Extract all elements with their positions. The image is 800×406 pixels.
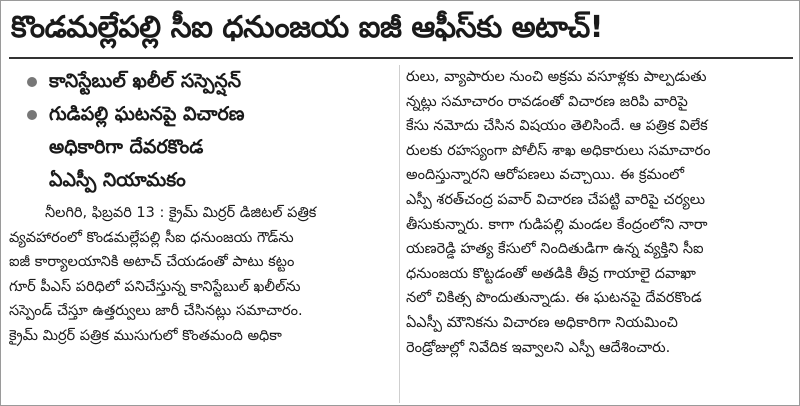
body-line: రులు, వ్యాపారుల నుంచి అక్రమ వసూళ్లకు పాల్పడుతు: [406, 69, 707, 85]
body-line: నలో చికిత్స పొందుతున్నాడు. ఈ ఘటనపై దేవరకొండ: [406, 290, 702, 307]
body-line: న్నట్లు సమాచారం రావడంతో విచారణ జరిపి వారిపై: [406, 93, 688, 110]
body-line: సస్పెండ్ చేస్తూ ఉత్తర్వులు జారీ చేసినట్లు సమాచారం.: [9, 303, 303, 320]
body-line: ఏఎస్పీ మౌనికను విచారణ అధికారిగా నియమించి: [406, 314, 678, 331]
body-line: ఎస్పీ శరత్‌చంద్ర పవార్ విచారణ చేపట్టి వారిపై చర్యలు: [406, 191, 706, 208]
bullet-dot-icon: [27, 77, 37, 87]
subheadline-line: కానిస్టేబుల్ ఖలీల్ సస్పెన్షన్: [49, 70, 242, 92]
bullet-text: [49, 65, 394, 98]
bullet-item: [27, 98, 394, 197]
body-line: తీసుకున్నారు. కాగా గుడిపల్లి మండల కేంద్రంలోని నారా: [406, 216, 708, 233]
body-line: కేసు నమోదు చేసిన విషయం తెలిసిందే. ఆ పత్రిక విలేక: [406, 118, 708, 135]
subheadline-line: గుడిపల్లి ఘటనపై విచారణ: [49, 103, 245, 125]
body-line: వ్యవహారంలో కొండమల్లేపల్లి సీఐ ధనుంజయ గౌడ్‌ను: [9, 229, 294, 246]
body-line: గూర్ పీఎస్ పరిధిలో పనిచేస్తున్న కానిస్టేబుల్ ఖలీల్‌ను: [9, 278, 301, 295]
bullet-item: [27, 65, 394, 98]
body-line: క్రైమ్ మిర్రర్ పత్రిక ముసుగులో కొంతమంది అధికా: [9, 327, 282, 344]
left-body-text: [9, 201, 394, 349]
subheadline-line: అధికారిగా దేవరకొండ: [49, 136, 204, 158]
bullet-text: [49, 98, 394, 197]
body-line: ధనుంజయ కొట్టడంతో అతడికి తీవ్ర గాయాలై దవాఖా: [406, 265, 696, 282]
column-divider: [399, 65, 400, 403]
left-column: [9, 65, 394, 405]
body-line: అందిస్తున్నారని ఆరోపణలు వచ్చాయి. ఈ క్రమంలో: [406, 167, 685, 184]
headline: కొండమల్లేపల్లి సీఐ ధనుంజయ ఐజీ ఆఫీస్‌కు అటాచ్!: [11, 10, 603, 45]
headline-rule: [9, 57, 793, 59]
body-line: నీలగిరి, ఫిబ్రవరి 13 : క్రైమ్ మిర్రర్ డిజిటల్ పత్రిక: [45, 205, 317, 221]
body-line: యణరెడ్డి హత్య కేసులో నిందితుడిగా ఉన్న వ్యక్తిని సీఐ: [406, 241, 704, 258]
body-line: రెండ్రోజుల్లో నివేదిక ఇవ్వాలని ఎస్పీ ఆదేశించారు.: [406, 339, 671, 356]
body-line: రులకు రహస్యంగా పోలీస్ శాఖ అధికారులు సమాచారం: [406, 142, 711, 159]
bullet-dot-icon: [27, 110, 37, 120]
right-column: [406, 65, 793, 405]
subheadline-line: ఏఎస్పీ నియామకం: [49, 169, 186, 191]
body-line: ఐజీ కార్యాలయానికి అటాచ్ చేయడంతో పాటు కట్టం: [9, 254, 295, 271]
